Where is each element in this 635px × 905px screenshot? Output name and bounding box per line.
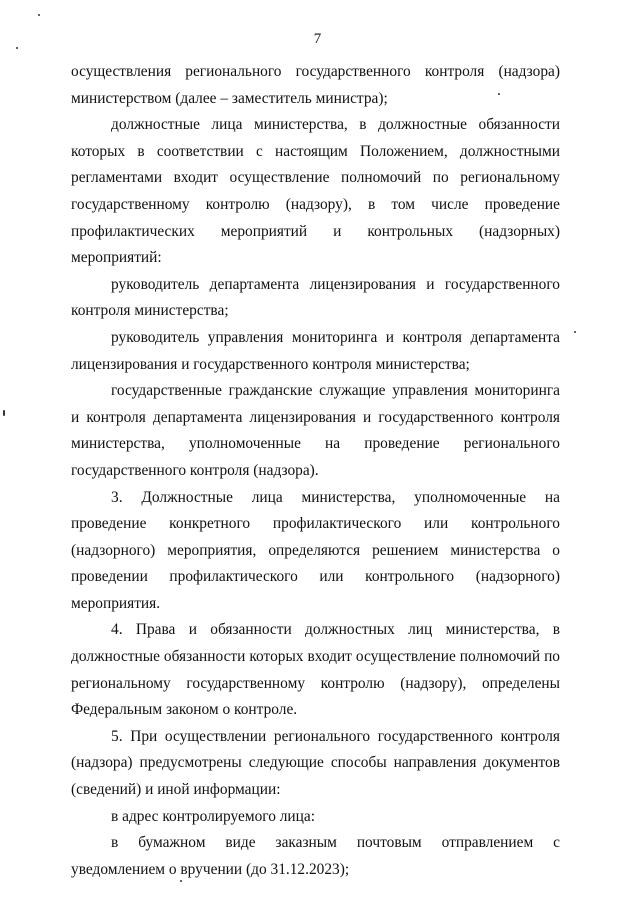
scan-speck — [574, 331, 576, 333]
paragraph-paper-mail: в бумажном виде заказным почтовым отправлением с уведомлением о вручении (до 31.12.2023); — [71, 834, 560, 878]
scan-speck — [38, 14, 40, 16]
paragraph-item-3: 3. Должностные лица министерства, уполномоченные на проведение конкретного профилактического или контрольного (надзорного) мероприятия, определяются решением министерства о проведении профилактического или контрольного (надзорного) мероприятия. — [71, 488, 560, 612]
paragraph-item-4: 4. Права и обязанности должностных лиц министерства, в должностные обязанности которых входит осуществление полномочий по региональному государственному контролю (надзору), определены Федеральным законом о контроле. — [71, 621, 560, 719]
paragraph-civil-servants: государственные гражданские служащие управления мониторинга и контроля департамента лицензирования и государственного контроля министерства, уполномоченные на проведение регионального государственного контроля (надзора). — [71, 382, 560, 479]
paragraph-item-5: 5. При осуществлении регионального государственного контроля (надзора) предусмотрены следующие способы направления документов (сведений) и иной информации: — [71, 727, 560, 799]
paragraph-addressee: в адрес контролируемого лица: — [111, 807, 315, 825]
paragraph-directorate-head: руководитель управления мониторинга и контроля департамента лицензирования и государственного контроля министерства; — [71, 328, 560, 373]
page-number: 7 — [313, 31, 322, 47]
scan-speck — [3, 410, 5, 416]
paragraph-officials: должностные лица министерства, в должностные обязанности которых в соответствии с настоящим Положением, должностными регламентами входит осуществление полномочий по региональному государственному контролю (надзору), в том числе проведение профилактических мероприятий и контрольных (надзорных) мероприятий: — [71, 116, 560, 267]
paragraph-department-head: руководитель департамента лицензирования и государственного контроля министерства; — [71, 275, 560, 320]
paragraph-continuation: осуществления регионального государственного контроля (надзора) министерством (далее – заместитель министра); — [71, 63, 560, 107]
document-body — [71, 59, 560, 883]
